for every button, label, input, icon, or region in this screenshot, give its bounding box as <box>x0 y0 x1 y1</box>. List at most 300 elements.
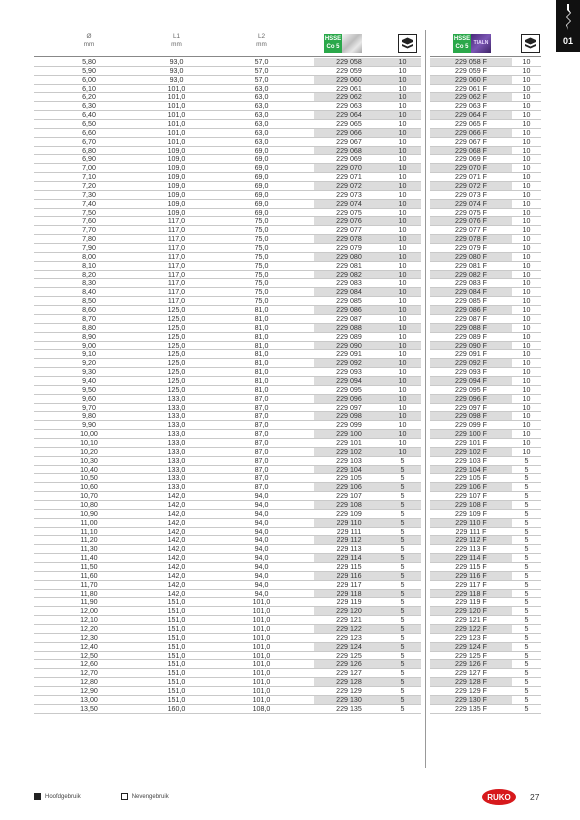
diameter-cell: 6,80 <box>82 146 96 155</box>
pack-cell: 10 <box>398 385 407 394</box>
pack-cell: 10 <box>398 350 407 359</box>
table-row <box>430 669 541 678</box>
table-row <box>430 696 541 705</box>
table-row <box>34 607 421 616</box>
table-row <box>34 359 421 368</box>
table-row <box>34 155 421 164</box>
coated-pack-cell: 5 <box>524 660 529 669</box>
l1-cell: 93,0 <box>169 75 184 84</box>
pack-cell: 10 <box>398 421 407 430</box>
pack-cell: 5 <box>400 492 405 501</box>
l2-cell: 94,0 <box>254 527 269 536</box>
coated-pack-cell: 5 <box>524 545 529 554</box>
table-row <box>430 590 541 599</box>
pack-cell: 10 <box>384 111 421 120</box>
l1-cell: 125,0 <box>167 341 186 350</box>
pack-cell: 10 <box>384 430 421 439</box>
table-row <box>34 598 421 607</box>
coated-article-cell: 229 086 F <box>430 306 512 315</box>
coated-pack-cell: 5 <box>524 642 529 651</box>
coated-pack-cell: 10 <box>522 332 531 341</box>
coated-pack-cell: 10 <box>522 164 531 173</box>
table-row <box>34 182 421 191</box>
l2-cell: 87,0 <box>254 483 269 492</box>
coated-pack-cell: 5 <box>524 500 529 509</box>
l2-cell: 81,0 <box>254 314 269 323</box>
l2-cell: 94,0 <box>254 509 269 518</box>
pack-cell: 10 <box>398 403 407 412</box>
table-row <box>430 563 541 572</box>
pack-cell: 5 <box>384 572 421 581</box>
pack-cell: 10 <box>384 306 421 315</box>
l2-cell: 75,0 <box>254 252 269 261</box>
coated-pack-cell: 10 <box>522 217 531 226</box>
table-row <box>34 297 421 306</box>
table-row <box>430 652 541 661</box>
article-cell: 229 092 <box>314 359 384 368</box>
table-row <box>34 430 421 439</box>
diameter-cell: 9,30 <box>82 368 96 377</box>
diameter-cell: 9,90 <box>82 421 96 430</box>
table-row <box>34 421 421 430</box>
table-row <box>430 430 541 439</box>
table-row <box>34 350 421 359</box>
pack-cell: 10 <box>398 279 407 288</box>
coated-article-cell: 229 102 F <box>430 448 512 457</box>
l1-cell: 109,0 <box>167 190 186 199</box>
coated-article-cell: 229 135 F <box>455 704 487 713</box>
diameter-cell: 8,30 <box>82 279 96 288</box>
l2-cell: 81,0 <box>254 332 269 341</box>
l2-cell: 81,0 <box>254 385 269 394</box>
article-cell: 229 102 <box>314 448 384 457</box>
coated-pack-cell: 10 <box>522 102 531 111</box>
coated-article-cell: 229 082 F <box>430 271 512 280</box>
l1-cell: 151,0 <box>167 660 186 669</box>
table-row <box>430 138 541 147</box>
diameter-cell: 11,90 <box>80 598 98 607</box>
l2-cell: 69,0 <box>254 164 269 173</box>
article-cell: 229 091 <box>336 350 362 359</box>
coated-pack-cell: 10 <box>522 75 531 84</box>
l1-cell: 109,0 <box>167 173 186 182</box>
coated-pack-cell: 5 <box>524 465 529 474</box>
header-l2 <box>209 33 314 49</box>
pack-cell: 5 <box>400 562 405 571</box>
article-cell: 229 066 <box>314 129 384 138</box>
coated-article-cell: 229 069 F <box>455 155 487 164</box>
l2-cell: 87,0 <box>254 447 269 456</box>
diameter-cell: 12,70 <box>80 669 98 678</box>
coated-pack-cell: 5 <box>524 536 529 545</box>
table-row <box>430 643 541 652</box>
article-cell: 229 135 <box>336 704 362 713</box>
coated-pack-cell: 5 <box>524 483 529 492</box>
diameter-cell: 6,90 <box>82 155 96 164</box>
l2-cell: 63,0 <box>254 93 269 102</box>
article-cell: 229 128 <box>314 678 384 687</box>
coated-article-cell: 229 089 F <box>455 332 487 341</box>
article-cell: 229 071 <box>336 173 362 182</box>
l2-cell: 87,0 <box>254 474 269 483</box>
diameter-cell: 6,60 <box>82 128 96 137</box>
l1-cell: 151,0 <box>167 642 186 651</box>
coated-pack-cell: 10 <box>522 421 531 430</box>
table-row <box>34 253 421 262</box>
coated-pack-cell: 10 <box>522 235 531 244</box>
article-cell: 229 096 <box>314 395 384 404</box>
article-cell: 229 103 <box>336 456 362 465</box>
coated-article-cell: 229 088 F <box>430 324 512 333</box>
coated-pack-cell: 10 <box>522 403 531 412</box>
l1-cell: 125,0 <box>167 306 186 315</box>
article-cell: 229 115 <box>336 562 362 571</box>
l2-cell: 75,0 <box>254 235 269 244</box>
coated-article-cell: 229 081 F <box>455 261 487 270</box>
l1-cell: 117,0 <box>167 288 186 297</box>
table-row <box>430 439 541 448</box>
coated-pack-cell: 10 <box>522 350 531 359</box>
main-use-swatch <box>34 793 41 800</box>
diameter-cell: 9,00 <box>82 341 96 350</box>
coated-pack-cell: 10 <box>522 430 531 439</box>
article-cell: 229 065 <box>336 120 362 129</box>
coated-article-cell: 229 096 F <box>430 395 512 404</box>
diameter-cell: 10,50 <box>80 474 98 483</box>
column-group-divider <box>425 30 426 768</box>
grade-badge-hsse-co5-tialn <box>453 34 491 53</box>
table-row <box>34 492 421 501</box>
coated-article-cell: 229 122 F <box>430 625 512 634</box>
pack-cell: 10 <box>398 226 407 235</box>
coated-pack-cell: 10 <box>522 226 531 235</box>
coated-article-cell: 229 095 F <box>455 385 487 394</box>
l2-cell: 57,0 <box>254 75 269 84</box>
pack-cell: 10 <box>398 137 407 146</box>
diameter-cell: 12,10 <box>80 616 98 625</box>
table-row <box>34 138 421 147</box>
article-cell: 229 062 <box>314 93 384 102</box>
table-row <box>34 687 421 696</box>
article-cell: 229 101 <box>336 438 362 447</box>
l2-cell: 75,0 <box>254 244 269 253</box>
l1-cell: 117,0 <box>167 252 186 261</box>
pack-cell: 5 <box>384 625 421 634</box>
l1-cell: 125,0 <box>167 385 186 394</box>
coated-pack-cell: 10 <box>522 244 531 253</box>
l1-cell: 125,0 <box>167 368 186 377</box>
coated-article-cell: 229 126 F <box>430 660 512 669</box>
table-row <box>34 279 421 288</box>
pack-cell: 5 <box>384 643 421 652</box>
l2-cell: 87,0 <box>254 421 269 430</box>
article-cell: 229 108 <box>314 501 384 510</box>
table-row <box>34 173 421 182</box>
l2-cell: 101,0 <box>252 651 271 660</box>
table-row <box>430 324 541 333</box>
header-l1 <box>144 33 209 49</box>
coated-article-cell: 229 112 F <box>430 536 512 545</box>
coated-article-cell: 229 111 F <box>455 527 487 536</box>
l1-cell: 151,0 <box>167 651 186 660</box>
article-cell: 229 122 <box>314 625 384 634</box>
coated-pack-cell: 10 <box>522 376 531 385</box>
l1-cell: 117,0 <box>167 261 186 270</box>
diameter-cell: 11,80 <box>80 589 98 598</box>
coated-article-cell: 229 124 F <box>430 643 512 652</box>
pack-cell: 5 <box>400 616 405 625</box>
l1-cell: 142,0 <box>167 562 186 571</box>
table-row <box>430 705 541 714</box>
l2-cell: 87,0 <box>254 394 269 403</box>
l2-cell: 69,0 <box>254 199 269 208</box>
pack-cell: 10 <box>384 288 421 297</box>
table-row <box>430 102 541 111</box>
diameter-cell: 11,50 <box>80 562 98 571</box>
pack-cell: 5 <box>400 456 405 465</box>
l1-cell: 133,0 <box>167 483 186 492</box>
article-cell: 229 123 <box>336 633 362 642</box>
table-row <box>430 297 541 306</box>
table-row <box>430 678 541 687</box>
coated-pack-cell: 10 <box>522 190 531 199</box>
coated-pack-cell: 5 <box>524 598 529 607</box>
coated-pack-cell: 5 <box>524 704 529 713</box>
coated-pack-cell: 5 <box>524 492 529 501</box>
coated-pack-cell: 10 <box>522 93 531 102</box>
table-row <box>430 58 541 67</box>
l2-cell: 81,0 <box>254 341 269 350</box>
diameter-cell: 10,70 <box>80 492 98 501</box>
header-diameter-label: Ø <box>86 33 92 40</box>
pack-cell: 5 <box>400 651 405 660</box>
diameter-cell: 7,50 <box>82 208 96 217</box>
pack-cell: 5 <box>384 466 421 475</box>
table-row <box>34 457 421 466</box>
coated-pack-cell: 5 <box>524 625 529 633</box>
pack-cell: 10 <box>398 208 407 217</box>
table-row <box>34 625 421 634</box>
pack-cell: 5 <box>384 483 421 492</box>
table-row <box>34 386 421 395</box>
pack-cell: 10 <box>398 438 407 447</box>
article-cell: 229 130 <box>314 696 384 705</box>
article-cell: 229 109 <box>336 509 362 518</box>
l1-cell: 133,0 <box>167 474 186 483</box>
table-row <box>34 209 421 218</box>
diameter-cell: 7,00 <box>82 164 96 173</box>
l1-cell: 125,0 <box>167 323 186 332</box>
l1-cell: 109,0 <box>167 182 186 191</box>
table-row <box>34 519 421 528</box>
diameter-cell: 7,40 <box>82 199 96 208</box>
l1-cell: 109,0 <box>167 208 186 217</box>
table-row <box>34 111 421 120</box>
pack-cell: 10 <box>384 164 421 173</box>
article-cell: 229 076 <box>314 217 384 226</box>
table-row <box>34 85 421 94</box>
article-cell: 229 098 <box>314 412 384 421</box>
article-cell: 229 114 <box>314 554 384 563</box>
article-cell: 229 107 <box>336 492 362 501</box>
l1-cell: 133,0 <box>167 430 186 439</box>
coated-pack-cell: 10 <box>522 394 531 403</box>
diameter-cell: 12,40 <box>80 642 98 651</box>
article-cell: 229 119 <box>336 598 362 607</box>
diameter-cell: 12,30 <box>80 633 98 642</box>
pack-cell: 5 <box>400 474 405 483</box>
coated-pack-cell: 10 <box>522 182 531 191</box>
diameter-cell: 11,70 <box>80 580 98 589</box>
pack-cell: 10 <box>384 182 421 191</box>
article-cell: 229 068 <box>314 147 384 156</box>
legend <box>34 793 169 800</box>
diameter-cell: 12,00 <box>80 607 98 616</box>
table-row <box>430 333 541 342</box>
diameter-cell: 12,50 <box>80 651 98 660</box>
table-row <box>430 368 541 377</box>
l1-cell: 117,0 <box>167 235 186 244</box>
header-l2-unit: mm <box>256 41 267 48</box>
pack-cell: 5 <box>384 536 421 545</box>
diameter-cell: 6,50 <box>82 120 96 129</box>
table-row <box>34 483 421 492</box>
table-row <box>34 660 421 669</box>
table-row <box>34 528 421 537</box>
table-row <box>34 563 421 572</box>
table-row <box>34 643 421 652</box>
table-row <box>34 510 421 519</box>
l2-cell: 75,0 <box>254 288 269 297</box>
diameter-cell: 10,00 <box>80 430 98 439</box>
table-row <box>430 625 541 634</box>
pack-cell: 10 <box>384 271 421 280</box>
coated-pack-cell: 5 <box>524 474 529 483</box>
table-row <box>34 306 421 315</box>
coated-article-cell: 229 084 F <box>430 288 512 297</box>
coated-article-cell: 229 100 F <box>430 430 512 439</box>
secondary-use-swatch <box>121 793 128 800</box>
article-cell: 229 083 <box>336 279 362 288</box>
l1-cell: 151,0 <box>167 678 186 687</box>
coated-pack-cell: 5 <box>524 633 529 642</box>
l1-cell: 101,0 <box>167 102 186 111</box>
diameter-cell: 11,30 <box>80 545 98 554</box>
header-l1-label: L1 <box>172 33 181 40</box>
table-row <box>430 191 541 200</box>
article-cell: 229 075 <box>336 208 362 217</box>
coated-article-cell: 229 093 F <box>455 368 487 377</box>
pack-cell: 10 <box>384 359 421 368</box>
l1-cell: 93,0 <box>169 58 184 66</box>
diameter-cell: 12,20 <box>80 625 98 633</box>
table-row <box>34 501 421 510</box>
article-cell: 229 127 <box>336 669 362 678</box>
article-cell: 229 126 <box>314 660 384 669</box>
coated-article-cell: 229 064 F <box>430 111 512 120</box>
l2-cell: 63,0 <box>254 102 269 111</box>
diameter-cell: 6,70 <box>82 137 96 146</box>
diameter-cell: 7,10 <box>82 173 96 182</box>
l2-cell: 63,0 <box>254 120 269 129</box>
pack-cell: 10 <box>384 448 421 457</box>
table-row <box>34 536 421 545</box>
l1-cell: 93,0 <box>169 66 184 75</box>
table-row <box>34 554 421 563</box>
coated-pack-cell: 10 <box>522 252 531 261</box>
table-row <box>34 235 421 244</box>
table-row <box>430 129 541 138</box>
table-row <box>430 448 541 457</box>
coated-pack-cell: 10 <box>522 270 531 279</box>
l2-cell: 81,0 <box>254 306 269 315</box>
table-row <box>34 368 421 377</box>
l1-cell: 133,0 <box>167 412 186 421</box>
l2-cell: 69,0 <box>254 190 269 199</box>
pack-cell: 10 <box>384 377 421 386</box>
table-row <box>430 510 541 519</box>
coated-pack-cell: 5 <box>524 589 529 598</box>
diameter-cell: 7,70 <box>82 226 96 235</box>
coated-article-cell: 229 107 F <box>455 492 487 501</box>
table-row <box>34 678 421 687</box>
l1-cell: 117,0 <box>167 244 186 253</box>
pack-cell: 5 <box>400 527 405 536</box>
l1-cell: 151,0 <box>167 625 186 633</box>
diameter-cell: 8,80 <box>82 323 96 332</box>
pack-cell: 10 <box>398 173 407 182</box>
l2-cell: 81,0 <box>254 368 269 377</box>
coated-article-cell: 229 058 F <box>430 58 512 67</box>
article-cell: 229 116 <box>314 572 384 581</box>
diameter-cell: 7,80 <box>82 235 96 244</box>
coated-pack-cell: 10 <box>522 279 531 288</box>
l2-cell: 75,0 <box>254 270 269 279</box>
coated-article-cell: 229 129 F <box>455 687 487 696</box>
article-cell: 229 125 <box>336 651 362 660</box>
article-cell: 229 097 <box>336 403 362 412</box>
l1-cell: 125,0 <box>167 376 186 385</box>
diameter-cell: 8,70 <box>82 314 96 323</box>
l1-cell: 101,0 <box>167 128 186 137</box>
coated-pack-cell: 5 <box>524 562 529 571</box>
header-divider <box>34 56 421 57</box>
pack-cell: 5 <box>384 501 421 510</box>
article-cell: 229 073 <box>336 190 362 199</box>
table-row <box>34 324 421 333</box>
coated-article-cell: 229 085 F <box>455 297 487 306</box>
pack-cell: 10 <box>398 368 407 377</box>
table-row <box>34 545 421 554</box>
l1-cell: 117,0 <box>167 226 186 235</box>
coated-article-cell: 229 094 F <box>430 377 512 386</box>
table-row <box>34 572 421 581</box>
l2-cell: 94,0 <box>254 580 269 589</box>
diameter-cell: 10,10 <box>80 438 98 447</box>
table-row <box>430 200 541 209</box>
diameter-cell: 6,10 <box>82 84 96 93</box>
l1-cell: 125,0 <box>167 350 186 359</box>
l2-cell: 94,0 <box>254 554 269 563</box>
l1-cell: 133,0 <box>167 465 186 474</box>
coated-article-cell: 229 073 F <box>455 190 487 199</box>
pack-cell: 10 <box>398 261 407 270</box>
coated-pack-cell: 5 <box>524 687 529 696</box>
coated-article-cell: 229 114 F <box>430 554 512 563</box>
article-cell: 229 063 <box>336 102 362 111</box>
l1-cell: 117,0 <box>167 297 186 306</box>
pack-cell: 5 <box>400 545 405 554</box>
